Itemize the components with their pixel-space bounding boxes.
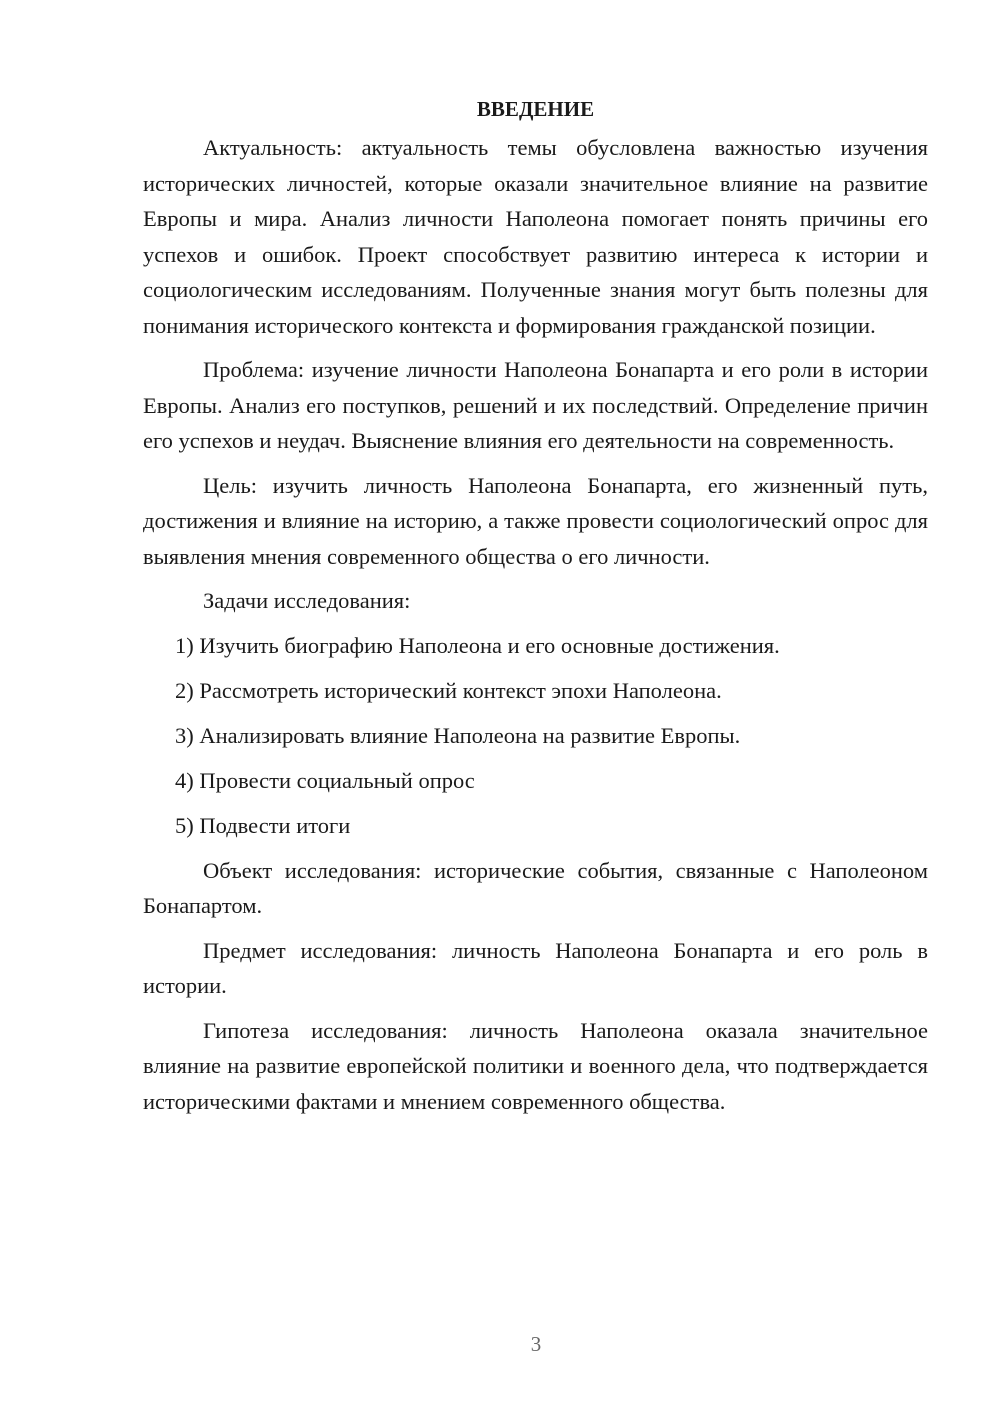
task-item: 1) Изучить биографию Наполеона и его основные достижения.	[175, 632, 780, 658]
task-item: 4) Провести социальный опрос	[175, 767, 475, 793]
paragraph-subject: Предмет исследования: личность Наполеона Бонапарта и его роль в истории.	[143, 937, 928, 998]
page-number: 3	[530, 1332, 542, 1356]
paragraph-problem: Проблема: изучение личности Наполеона Бонапарта и его роли в истории Европы. Анализ его поступков, решений и их последствий. Определение причин его успехов и неудач. Выяснение влияния его деятельности на современность.	[143, 357, 928, 453]
task-list	[143, 628, 928, 844]
paragraph-relevance: Актуальность: актуальность темы обусловлена важностью изучения исторических личностей, которые оказали значительное влияние на развитие Европы и мира. Анализ личности Наполеона помогает понять причины его успехов и ошибок. Проект способствует развитию интереса к истории и социологическим исследованиям. Полученные знания могут быть полезны для понимания исторического контекста и формирования гражданской позиции.	[143, 135, 928, 338]
paragraph-goal: Цель: изучить личность Наполеона Бонапарта, его жизненный путь, достижения и влияние на историю, а также провести социологический опрос для выявления мнения современного общества о его личности.	[143, 472, 928, 569]
document-page	[143, 92, 928, 1128]
task-item: 2) Рассмотреть исторический контекст эпохи Наполеона.	[175, 677, 722, 703]
tasks-heading: Задачи исследования:	[203, 588, 411, 613]
page-title: ВВЕДЕНИЕ	[476, 97, 595, 121]
paragraph-object: Объект исследования: исторические события, связанные с Наполеоном Бонапартом.	[143, 857, 928, 918]
paragraph-hypothesis: Гипотеза исследования: личность Наполеона оказала значительное влияние на развитие европейской политики и военного дела, что подтверждается историческими фактами и мнением современного общества.	[143, 1017, 928, 1114]
task-item: 5) Подвести итоги	[175, 812, 351, 838]
task-item: 3) Анализировать влияние Наполеона на развитие Европы.	[175, 722, 741, 748]
